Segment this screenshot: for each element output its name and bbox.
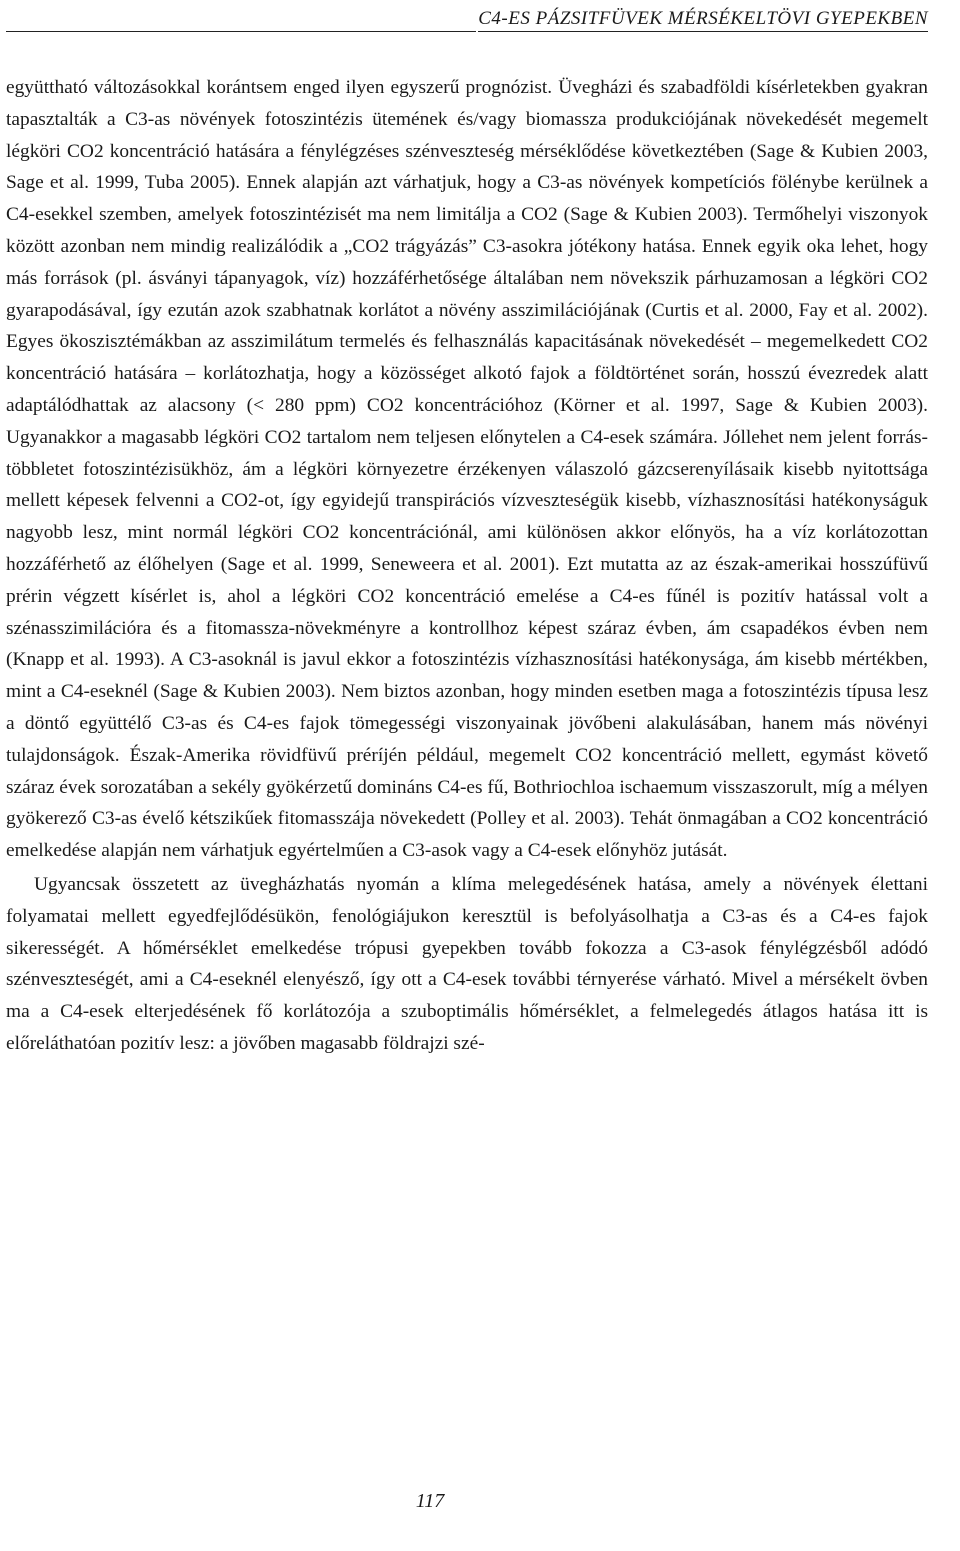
paragraph-2: Ugyancsak összetett az üvegházhatás nyomán a klíma melegedésének hatása, amely a növények élettani folyamatai mellett egyedfejlődésükön, fenológiájukon keresztül is befolyásolhatja a C3-as és a C4-es fajok sikerességét. A hőmérséklet emelkedése trópusi gyepekben tovább fokozza a C3-asok fénylégzésből adódó szénveszteségét, ami a C4-eseknél elenyésző, így ott a C4-esek további térnyerése várható. Mivel a mérsékelt övben ma a C4-esek elterjedésének fő korlátozója a szuboptimális hőmérséklet, a felmelegedés átlagos hatása itt is előreláthatóan pozitív lesz: a jövőben magasabb földrajzi szé- (6, 873, 928, 1054)
page-number: 117 (415, 1490, 445, 1512)
paragraph-1: együttható változásokkal korántsem enged ilyen egyszerű prognózist. Üvegházi és szabadföldi kísérletekben gyakran tapasztalták a C3-as növények fotoszintézis ütemének és/vagy biomassza produkciójának növekedését megemelt légköri CO2 koncentráció hatására a fénylégzéses szénveszteség mérséklődése következtében (Sage & Kubien 2003, Sage et al. 1999, Tuba 2005). Ennek alapján azt várhatjuk, hogy a C3-as növények kompetíciós fölénybe kerülnek a C4-esekkel szemben, amelyek fotoszintézisét ma nem limitálja a CO2 (Sage & Kubien 2003). Termőhelyi viszonyok között azonban nem mindig realizálódik a „CO2 trágyázás” C3-asokra jótékony hatása. Ennek egyik oka lehet, hogy más források (pl. ásványi tápanyagok, víz) hozzáférhetősége általában nem növekszik párhuzamosan a légköri CO2 gyarapodásával, így ezután azok szabhatnak korlátot a növény asszimilációjának (Curtis et al. 2000, Fay et al. 2002). Egyes ökoszisztémákban az asszimilátum termelés és felhasználás kapacitásának növekedését – megemelkedett CO2 koncentráció hatására – korlátozhatja, hogy a közösséget alkotó fajok a földtörténet során, hosszú évezredek alatt adaptálódhattak az alacsony (< 280 ppm) CO2 koncentrációhoz (Körner et al. 1997, Sage & Kubien 2003). Ugyanakkor a magasabb légköri CO2 tartalom nem teljesen előnytelen a C4-esek számára. Jóllehet nem jelent forrás-többletet fotoszintézisükhöz, ám a légköri környezetre érzékenyen válaszoló gázcserenyílásaik kisebb nyitottsága mellett képesek felvenni a CO2-ot, így egyidejű transpirációs vízveszteségük kisebb, vízhasznosítási hatékonyságuk nagyobb lesz, mint normál légköri CO2 koncentrációnál, ami különösen akkor előnyös, ha a víz korlátozottan hozzáférhető az élőhelyen (Sage et al. 1999, Seneweera et al. 2001). Ezt mutatta az az észak-amerikai hosszúfüvű prérin végzett kísérlet is, ahol a légköri CO2 koncentráció emelése a C4-es fűnél is pozitív hatással volt a szénasszimilációra és a fitomassza-növekményre a kontrollhoz képest száraz évben, ám csapadékos évben nem (Knapp et al. 1993). A C3-asoknál is javul ekkor a fotoszintézis vízhasznosítási hatékonysága, ám kisebb mértékben, mint a C4-eseknél (Sage & Kubien 2003). Nem biztos azonban, hogy minden esetben maga a fotoszintézis típusa lesz a döntő együttélő C3-as és C4-es fajok tömegességi viszonyainak jövőbeni alakulásában, hanem más növényi tulajdonságok. Észak-Amerika rövidfüvű préríjén például, megemelt CO2 koncentráció mellett, egymást követő száraz évek sorozatában a sekély gyökérzetű domináns C4-es fű, Bothriochloa ischaemum visszaszorult, míg a mélyen gyökerező C3-as évelő kétszikűek fitomasszája növekedett (Polley et al. 2003). Tehát önmagában a CO2 koncentráció emelkedése alapján nem várhatjuk egyértelműen a C3-asok vagy a C4-esek előnyhöz jutását. (6, 77, 928, 862)
running-header (6, 4, 928, 32)
header-title: C4-ES PÁZSITFÜVEK MÉRSÉKELTÖVI GYEPEKBEN (478, 8, 928, 32)
body-text (6, 72, 928, 1060)
header-rule (6, 31, 476, 32)
